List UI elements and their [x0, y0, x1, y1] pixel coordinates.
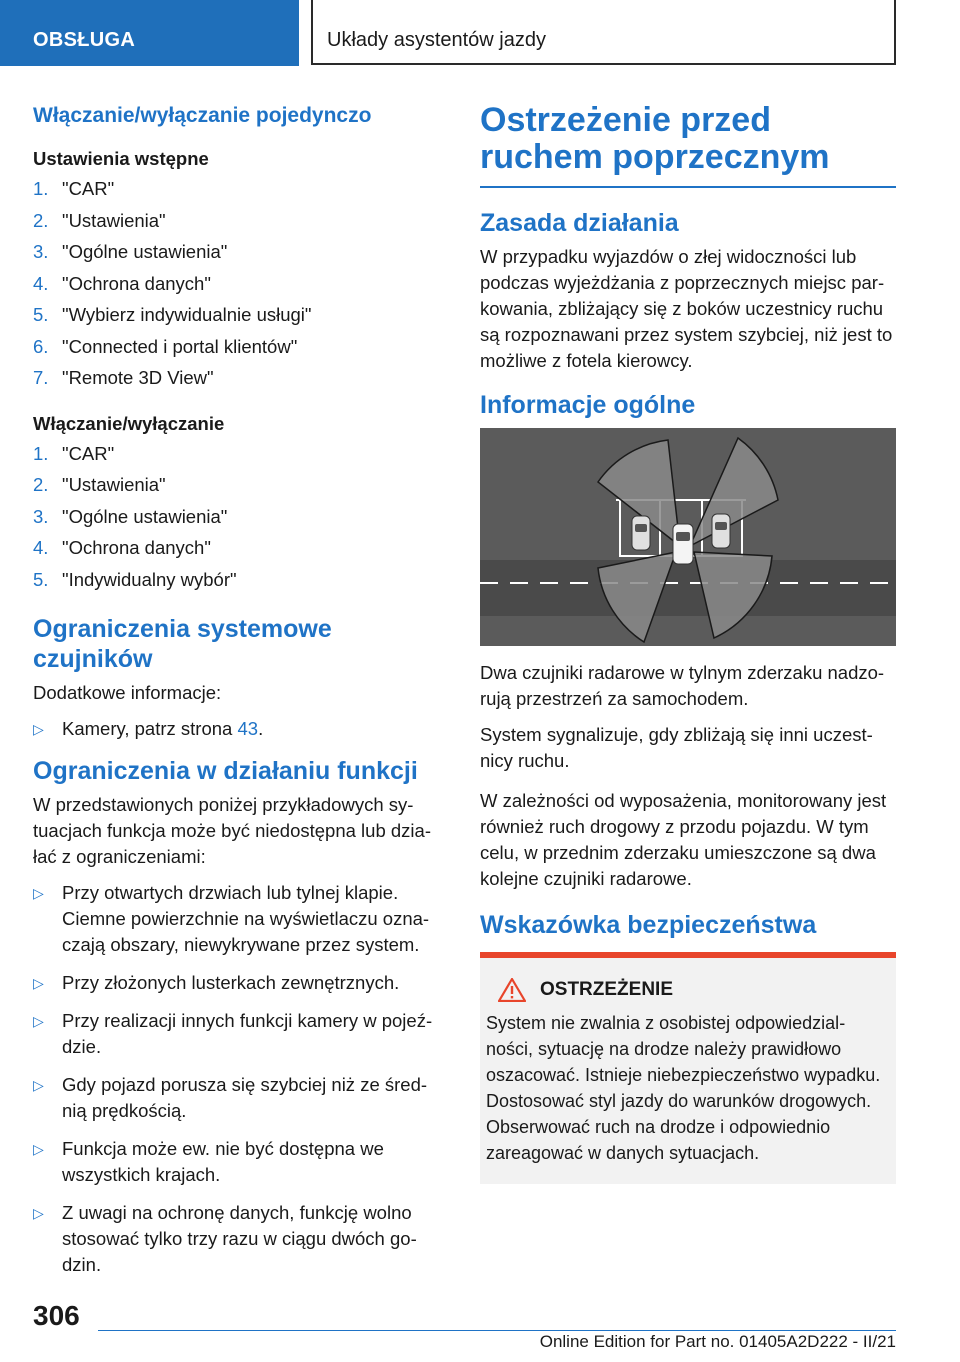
step-number: 4.	[33, 272, 49, 294]
step-number: 1.	[33, 178, 49, 199]
general-text-2: System sygnalizuje, gdy zbliżają się inni uczestnicy ruchu.	[480, 724, 873, 771]
bullet-text: Funkcja może ew. nie być dostępna we wszystkich krajach.	[62, 1138, 384, 1185]
step-item	[33, 567, 441, 599]
page-link[interactable]: 43	[237, 718, 259, 739]
section-tab: OBSŁUGA	[0, 0, 299, 66]
radar-coverage-diagram	[480, 428, 896, 646]
bullet-text: Z uwagi na ochronę danych, funkcję wolno stosować tylko trzy razu w ciągu dwóch godzin.	[62, 1202, 417, 1275]
step-text: "Connected i portal klientów"	[62, 335, 298, 357]
left-column	[33, 100, 441, 1290]
bullet-text: Przy złożonych lusterkach zewnętrznych.	[62, 972, 400, 993]
triangle-bullet-icon: ▷	[33, 1077, 44, 1093]
warning-header	[486, 978, 886, 1002]
list-item	[33, 1072, 441, 1124]
step-text: "CAR"	[62, 178, 115, 199]
page-number: 306	[33, 1300, 80, 1331]
bullet-text: Przy otwartych drzwiach lub tylnej klapie. Ciemne powierzchnie na wyświetlaczu oznaczają obszary, niewykrywane przez system.	[62, 882, 430, 955]
step-item	[33, 239, 441, 271]
bullet-text: Gdy pojazd porusza się szybciej niż ze średnią prędkością.	[62, 1074, 428, 1121]
principle-heading: Zasada działania	[480, 209, 679, 237]
step-text: "Ustawienia"	[62, 474, 166, 495]
step-text: "Ogólne ustawienia"	[62, 241, 228, 262]
sensor-limits-heading: Ograniczenia systemowe czujników	[33, 615, 332, 673]
general-text-3: W zależności od wyposażenia, monitorowany jest również ruch drogowy z przodu pojazdu. W tym celu, w przednim zderzaku umieszczone są dwa kolejne czujniki radarowe.	[480, 790, 887, 889]
general-info-heading: Informacje ogólne	[480, 391, 696, 419]
list-item	[33, 880, 441, 958]
bullet-text: Kamery, patrz strona	[62, 718, 238, 739]
step-number: 7.	[33, 367, 49, 388]
step-item	[33, 302, 441, 334]
step-item	[33, 176, 441, 208]
triangle-bullet-icon: ▷	[33, 721, 44, 737]
list-item	[33, 970, 441, 996]
presets-steps	[33, 176, 441, 397]
step-item	[33, 208, 441, 240]
step-text: "Wybierz indywidualnie usługi"	[62, 304, 312, 325]
list-item	[33, 1008, 441, 1060]
warning-label: OSTRZEŻENIE	[540, 979, 674, 1000]
step-number: 5.	[33, 568, 49, 590]
step-item	[33, 504, 441, 536]
step-text: "Ustawienia"	[62, 209, 166, 231]
warning-box	[480, 952, 896, 1184]
warning-text: System nie zwalnia z osobistej odpowiedzialności, sytuację na drodze należy prawidłowo oszacować. Istnieje niebezpieczeństwo wypadku. Dostosować styl jazdy do warunków drogowych. Obserwować ruch na drodze i odpowiednio zareagować w danych sytuacjach.	[486, 1013, 881, 1163]
presets-heading: Ustawienia wstępne	[33, 148, 209, 169]
safety-heading: Wskazówka bezpieczeństwa	[480, 911, 817, 939]
step-text: "CAR"	[62, 442, 115, 464]
bullet-text: Przy realizacji innych funkcji kamery w pojeździe.	[62, 1010, 433, 1057]
list-item	[33, 1200, 441, 1278]
step-item	[33, 535, 441, 567]
function-limits-list	[33, 880, 441, 1278]
title-rule	[480, 186, 896, 188]
step-item	[33, 271, 441, 303]
step-text: "Ochrona danych"	[62, 272, 211, 294]
right-column	[480, 100, 896, 1184]
function-limits-heading: Ograniczenia w działaniu funkcji	[33, 757, 418, 785]
sensor-limits-intro: Dodatkowe informacje:	[33, 682, 222, 703]
step-text: "Ochrona danych"	[62, 537, 211, 558]
step-number: 2.	[33, 474, 49, 495]
triangle-bullet-icon: ▷	[33, 1013, 44, 1029]
principle-text: W przypadku wyjazdów o złej widoczności lub podczas wyjeżdżania z poprzecznych miejsc parkowania, zbliżający się z boków uczestnicy ruchu są rozpoznawani przez system szybciej, niż jest to możliwe z fotela kierowcy.	[480, 246, 893, 371]
step-item	[33, 334, 441, 366]
triangle-bullet-icon: ▷	[33, 885, 44, 901]
step-number: 3.	[33, 241, 49, 262]
triangle-bullet-icon: ▷	[33, 1141, 44, 1157]
step-number: 4.	[33, 537, 49, 558]
step-number: 2.	[33, 209, 49, 231]
sensor-limits-list	[33, 716, 441, 742]
triangle-bullet-icon: ▷	[33, 975, 44, 991]
toggle-steps	[33, 441, 441, 599]
step-item	[33, 472, 441, 504]
cross-traffic-title: Ostrzeżenie przed ruchem poprzecznym	[480, 101, 830, 176]
step-text: "Indywidualny wybór"	[62, 568, 237, 590]
step-text: "Remote 3D View"	[62, 367, 214, 388]
toggle-heading: Włączanie/wyłączanie	[33, 412, 225, 434]
general-text-1: Dwa czujniki radarowe w tylnym zderzaku nadzorują przestrzeń za samochodem.	[480, 662, 885, 709]
step-number: 5.	[33, 304, 49, 325]
triangle-bullet-icon: ▷	[33, 1205, 44, 1221]
list-item	[33, 1136, 441, 1188]
step-text: "Ogólne ustawienia"	[62, 505, 228, 527]
step-item	[33, 441, 441, 473]
edition-note: Online Edition for Part no. 01405A2D222 - II/21	[539, 1332, 896, 1351]
step-number: 1.	[33, 442, 49, 464]
warning-triangle-icon	[498, 978, 526, 1002]
bullet-suffix: .	[258, 718, 264, 739]
footer-rule	[98, 1330, 896, 1331]
individual-toggle-heading: Włączanie/wyłączanie pojedynczo	[33, 104, 372, 127]
step-number: 3.	[33, 505, 49, 527]
chapter-title: Układy asystentów jazdy	[311, 0, 896, 65]
step-item	[33, 365, 441, 397]
step-number: 6.	[33, 335, 49, 357]
list-item	[33, 716, 441, 742]
function-limits-intro: W przedstawionych poniżej przykładowych sytuacjach funkcja może być niedostępna lub działać z ograniczeniami:	[33, 794, 431, 867]
